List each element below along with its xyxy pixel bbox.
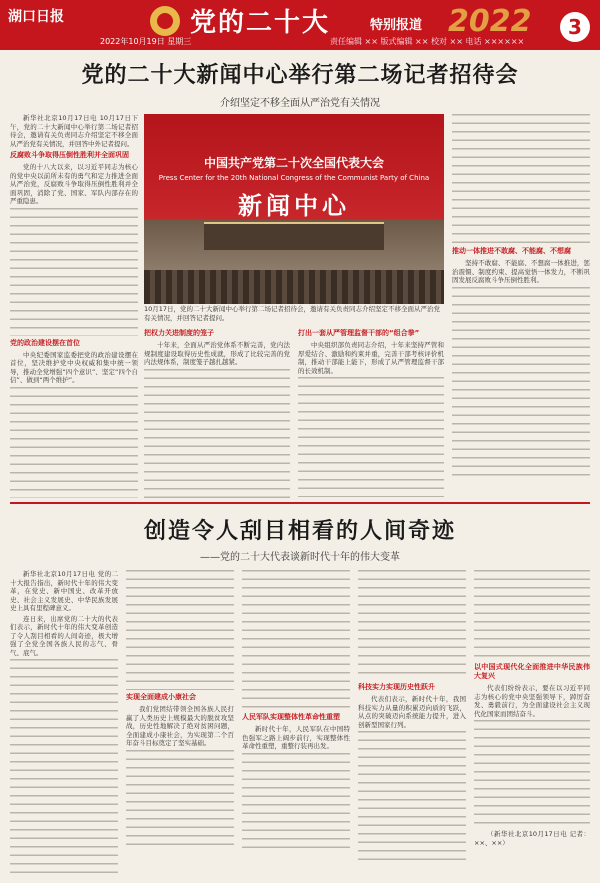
article1-paragraph-4: 中央组织部负责同志介绍，十年来坚持严管和厚爱结合、激励和约束并重，完善干部考核评价机制，推动干部能上能下，形成了从严管理监督干部的长效机制。 <box>298 341 444 375</box>
decorative-year: 2022 <box>448 4 532 39</box>
article2-title: 创造令人刮目相看的人间奇迹 <box>143 518 456 544</box>
article2-subheading-2: 实现全面建成小康社会 <box>126 693 196 701</box>
article1-paragraph-1: 党的十八大以来，以习近平同志为核心的党中央以前所未有的勇气和定力推进全面从严治党，反腐败斗争取得压倒性胜利并全面巩固，消除了党、国家、军队内部存在的严重隐患。 <box>10 163 138 205</box>
article1-column-4 <box>452 114 590 498</box>
text-lines <box>474 570 590 660</box>
article2-paragraph-5: 代表们纷纷表示，要在以习近平同志为核心的党中央坚强领导下，踔厉奋发、勇毅前行，为全面建设社会主义现代化国家而团结奋斗。 <box>474 684 590 718</box>
photo-backdrop-english: Press Center for the 20th National Congress of the Communist Party of China <box>158 174 430 182</box>
podium <box>204 222 384 250</box>
party-emblem-icon <box>150 6 180 36</box>
article1-subheading-1: 反腐败斗争取得压倒性胜利并全面巩固 <box>10 151 129 159</box>
article2-lead: 新华社北京10月17日电 党的二十大报告指出，新时代十年的伟大变革，在党史、新中国史、改革开放史、社会主义发展史、中华民族发展史上具有里程碑意义。 <box>10 570 118 612</box>
article2-paragraph-4: 代表们表示，新时代十年，我国科技实力从量的积累迈向质的飞跃，从点的突破迈向系统能力提升，进入创新型国家行列。 <box>358 695 466 729</box>
audience-crowd <box>144 270 444 304</box>
text-lines <box>452 287 590 477</box>
article2-paragraph-2: 我们党团结带领全国各族人民打赢了人类历史上规模最大的脱贫攻坚战，历史性地解决了绝对贫困问题，全面建成小康社会，为实现第二个百年奋斗目标奠定了坚实基础。 <box>126 705 234 747</box>
article1-paragraph-3: 十年来，全面从严治党体系不断完善，党内法规制度建设取得历史性成就，形成了比较完善的党内法规体系，制度笼子越扎越紧。 <box>144 341 290 366</box>
article1-subheading-2: 党的政治建设摆在首位 <box>10 338 80 347</box>
article1-title: 党的二十大新闻中心举行第二场记者招待会 <box>81 62 519 88</box>
article2-column-1 <box>10 570 118 876</box>
text-lines <box>242 753 350 853</box>
text-lines <box>358 570 466 680</box>
text-lines <box>10 387 138 499</box>
page-number: 3 <box>560 12 590 42</box>
article1-column-3 <box>298 326 444 498</box>
text-lines <box>298 377 444 497</box>
text-lines <box>452 114 590 244</box>
article2-subheading-4: 科技实力实现历史性跃升 <box>358 683 435 691</box>
article2-column-3 <box>242 570 350 876</box>
article2-subheading-3: 人民军队实现整体性革命性重塑 <box>242 713 340 721</box>
text-lines <box>126 750 234 850</box>
text-lines <box>144 369 290 499</box>
text-lines <box>10 208 138 336</box>
text-lines <box>126 570 234 690</box>
text-lines <box>242 570 350 710</box>
article1-subheading-4: 打出一套从严管理监督干部的“组合拳” <box>298 329 420 337</box>
article1-subtitle: 介绍坚定不移全面从严治党有关情况 <box>220 98 380 109</box>
text-lines <box>474 720 590 830</box>
page-header <box>0 0 600 50</box>
article1-paragraph-2: 中央纪委国家监委把党的政治建设摆在首位，坚决维护党中央权威和集中统一领导，推动全党增强“四个意识”、坚定“四个自信”、做到“两个维护”。 <box>10 350 138 384</box>
photo-caption: 10月17日，党的二十大新闻中心举行第二场记者招待会，邀请有关负责同志介绍坚定不移全面从严治党有关情况，并回答记者提问。 <box>144 305 441 322</box>
article1-column-2 <box>144 326 290 498</box>
article2-column-2 <box>126 570 234 876</box>
banner-subtitle: 特别报道 <box>370 18 423 33</box>
article2-subheading-5: 以中国式现代化全面推进中华民族伟大复兴 <box>474 663 590 680</box>
photo-backdrop-title: 中国共产党第二十次全国代表大会 <box>203 156 384 170</box>
article2-subtitle: ——党的二十大代表谈新时代十年的伟大变革 <box>200 552 400 563</box>
editor-credits: 责任编辑 ×× 版式编辑 ×× 校对 ×× 电话 ×××××× <box>330 37 525 46</box>
section-divider <box>10 502 590 504</box>
article2-column-4 <box>358 570 466 876</box>
article1-lead: 新华社北京10月17日电 10月17日下午，党的二十大新闻中心举行第二场记者招待会，邀请有关负责同志介绍坚定不移全面从严治党有关情况，并回答中外记者提问。 <box>10 114 138 148</box>
article2-byline: （新华社北京10月17日电 记者：××、××） <box>474 830 590 847</box>
newspaper-name: 湖口日报 <box>8 9 64 25</box>
banner-title: 党的二十大 <box>190 8 331 38</box>
text-lines <box>358 731 466 861</box>
text-lines <box>10 659 118 876</box>
article2-column-5 <box>474 570 590 876</box>
article2-paragraph-1: 连日来，出席党的二十大的代表们表示，新时代十年的伟大变革创造了令人刮目相看的人间奇迹，极大增强了全党全国各族人民的志气、骨气、底气。 <box>10 614 118 657</box>
article1-subheading-5: 推动一体推进不敢腐、不能腐、不想腐 <box>452 247 571 255</box>
article1-subheading-3: 把权力关进制度的笼子 <box>144 329 214 337</box>
press-conference-photo <box>144 114 444 304</box>
photo-backdrop-press-center: 新闻中心 <box>238 192 350 220</box>
article1-column-1 <box>10 114 138 498</box>
issue-date: 2022年10月19日 星期三 <box>100 37 192 46</box>
article1-paragraph-5: 坚持不敢腐、不能腐、不想腐一体推进，惩治震慑、制度约束、提高觉悟一体发力，不断巩固发展反腐败斗争压倒性胜利。 <box>452 259 590 284</box>
article2-paragraph-3: 新时代十年，人民军队在中国特色强军之路上阔步前行，实现整体性革命性重塑，重整行装再出发。 <box>242 725 350 750</box>
